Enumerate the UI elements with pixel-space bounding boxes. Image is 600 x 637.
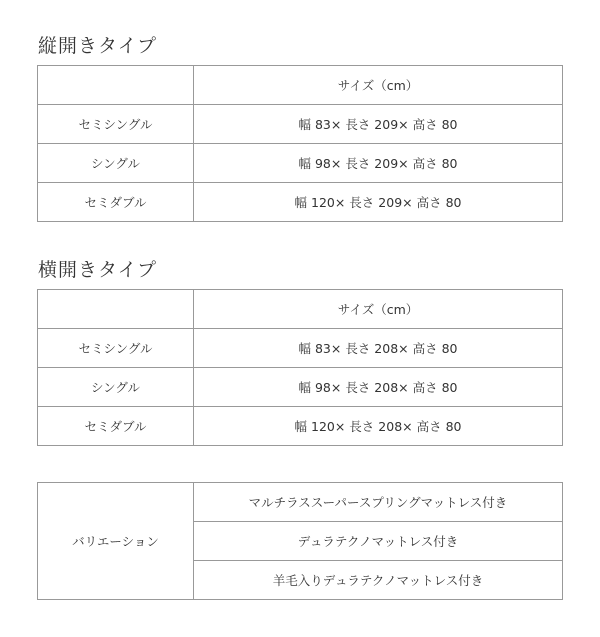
bed-size-cell: 幅 83× 長さ 209× 高さ 80 [194, 105, 563, 144]
header-empty-cell [38, 290, 194, 329]
bed-size-cell: 幅 83× 長さ 208× 高さ 80 [194, 329, 563, 368]
table-header-row [38, 66, 563, 105]
header-empty-cell [38, 66, 194, 105]
bed-size-cell: 幅 120× 長さ 209× 高さ 80 [194, 183, 563, 222]
horizontal-type-title: 横開きタイプ [38, 259, 158, 281]
variation-label: バリエーション [38, 483, 194, 600]
table-row [38, 483, 563, 522]
bed-type-cell: セミダブル [38, 407, 194, 446]
size-header: サイズ（cm） [194, 66, 563, 105]
table-row [38, 144, 563, 183]
bed-size-cell: 幅 120× 長さ 208× 高さ 80 [194, 407, 563, 446]
variation-item: マルチラススーパースプリングマットレス付き [194, 483, 563, 522]
size-header: サイズ（cm） [194, 290, 563, 329]
table-header-row [38, 290, 563, 329]
variation-item: 羊毛入りデュラテクノマットレス付き [194, 561, 563, 600]
table-row [38, 407, 563, 446]
bed-type-cell: シングル [38, 368, 194, 407]
bed-type-cell: セミダブル [38, 183, 194, 222]
table-row [38, 329, 563, 368]
horizontal-size-table [37, 289, 563, 446]
bed-type-cell: セミシングル [38, 105, 194, 144]
bed-size-cell: 幅 98× 長さ 209× 高さ 80 [194, 144, 563, 183]
bed-size-cell: 幅 98× 長さ 208× 高さ 80 [194, 368, 563, 407]
vertical-size-table [37, 65, 563, 222]
bed-type-cell: シングル [38, 144, 194, 183]
table-row [38, 368, 563, 407]
variation-table [37, 482, 563, 600]
table-row [38, 105, 563, 144]
bed-type-cell: セミシングル [38, 329, 194, 368]
table-row [38, 183, 563, 222]
vertical-type-title: 縦開きタイプ [38, 35, 158, 57]
variation-item: デュラテクノマットレス付き [194, 522, 563, 561]
